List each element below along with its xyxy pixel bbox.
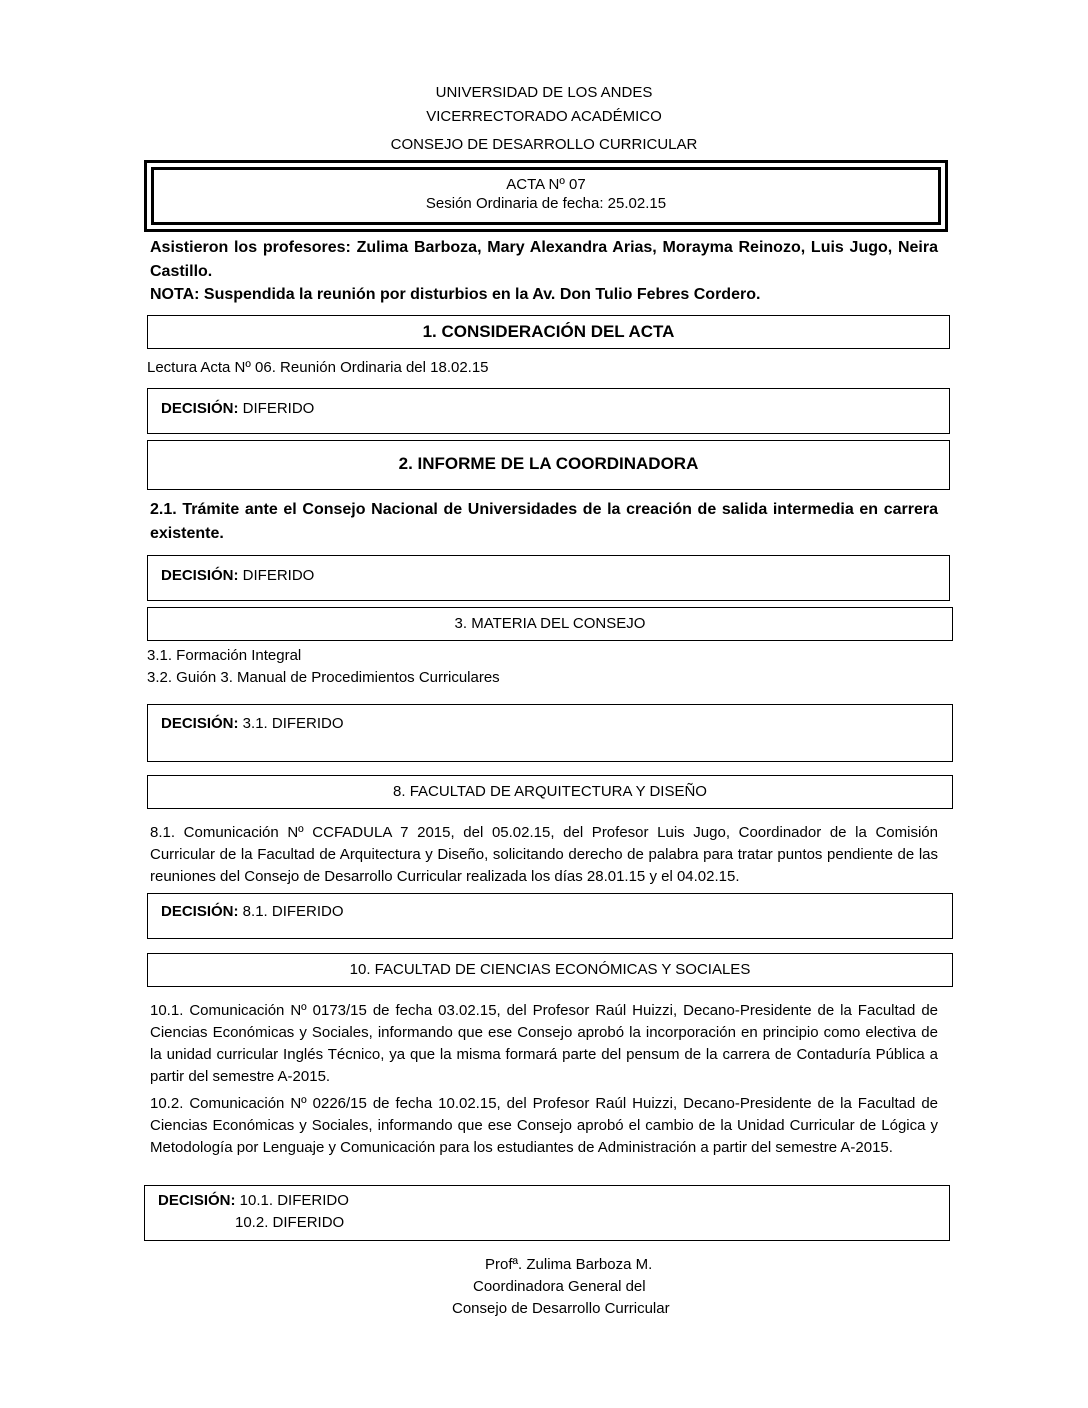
decision-label: DECISIÓN:: [161, 567, 239, 584]
section10-title: 10. FACULTAD DE CIENCIAS ECONÓMICAS Y SOCIALES: [147, 953, 953, 987]
section1-decision: [147, 388, 950, 434]
acta-number: ACTA Nº 07: [506, 176, 586, 193]
vicerrectorado-name: VICERRECTORADO ACADÉMICO: [426, 108, 662, 125]
section3-title: 3. MATERIA DEL CONSEJO: [147, 607, 953, 641]
decision-label: DECISIÓN:: [161, 715, 239, 732]
decision-value-2: 10.2. DIFERIDO: [235, 1214, 345, 1231]
section1-text: Lectura Acta Nº 06. Reunión Ordinaria del 18.02.15: [147, 359, 489, 376]
decision-value: 3.1. DIFERIDO: [238, 715, 344, 732]
signature-name: Profª. Zulima Barboza M.: [485, 1256, 653, 1273]
section2-title: 2. INFORME DE LA COORDINADORA: [147, 440, 950, 490]
decision-label: DECISIÓN:: [161, 903, 239, 920]
decision-value-1: 10.1. DIFERIDO: [235, 1192, 349, 1209]
decision-value: DIFERIDO: [238, 567, 315, 584]
decision-value: DIFERIDO: [238, 400, 315, 417]
attendance-note: NOTA: Suspendida la reunión por disturbios en la Av. Don Tulio Febres Cordero.: [150, 286, 761, 303]
signature-org: Consejo de Desarrollo Curricular: [452, 1300, 670, 1317]
section8-decision: [147, 893, 953, 939]
section2-item: 2.1. Trámite ante el Consejo Nacional de Universidades de la creación de salida intermedia en carrera existente.: [150, 501, 938, 542]
decision-label: DECISIÓN:: [161, 400, 239, 417]
signature-role: Coordinadora General del: [473, 1278, 646, 1295]
acta-session: Sesión Ordinaria de fecha: 25.02.15: [425, 195, 667, 212]
section3-item2: 3.2. Guión 3. Manual de Procedimientos Curriculares: [147, 669, 500, 686]
university-name: UNIVERSIDAD DE LOS ANDES: [435, 84, 653, 101]
section10-item1: 10.1. Comunicación Nº 0173/15 de fecha 03.02.15, del Profesor Raúl Huizzi, Decano-Presidente de la Facultad de Ciencias Económicas y Sociales, informando que ese Consejo aprobó la incorporación en principio como electiva de la unidad curricular Inglés Técnico, ya que la misma formará parte del pensum de la carrera de Contaduría Pública a partir del semestre A-2015.: [150, 1002, 938, 1085]
section8-title: 8. FACULTAD DE ARQUITECTURA Y DISEÑO: [147, 775, 953, 809]
section1-title: 1. CONSIDERACIÓN DEL ACTA: [147, 315, 950, 349]
section3-item1: 3.1. Formación Integral: [147, 647, 302, 664]
decision-label: DECISIÓN:: [158, 1192, 236, 1209]
acta-box: [144, 160, 948, 232]
consejo-name: CONSEJO DE DESARROLLO CURRICULAR: [390, 136, 698, 153]
decision-value: 8.1. DIFERIDO: [238, 903, 344, 920]
section10-decision: [144, 1185, 950, 1241]
section3-decision: [147, 704, 953, 762]
section2-decision: [147, 555, 950, 601]
attendance-text: Asistieron los profesores: Zulima Barboza, Mary Alexandra Arias, Morayma Reinozo, Luis Jugo, Neira Castillo.: [150, 239, 938, 280]
section8-item: 8.1. Comunicación Nº CCFADULA 7 2015, del 05.02.15, del Profesor Luis Jugo, Coordinador de la Comisión Curricular de la Facultad de Arquitectura y Diseño, solicitando derecho de palabra para tratar puntos pendiente de las reuniones del Consejo de Desarrollo Curricular realizada los días 28.01.15 y el 04.02.15.: [150, 824, 938, 885]
section10-item2: 10.2. Comunicación Nº 0226/15 de fecha 10.02.15, del Profesor Raúl Huizzi, Decano-Presidente de la Facultad de Ciencias Económicas y Sociales, informando que ese Consejo aprobó el cambio de la Unidad Curricular de Lógica y Metodología por Lenguaje y Comunicación para los estudiantes de Administración a partir del semestre A-2015.: [150, 1095, 938, 1156]
